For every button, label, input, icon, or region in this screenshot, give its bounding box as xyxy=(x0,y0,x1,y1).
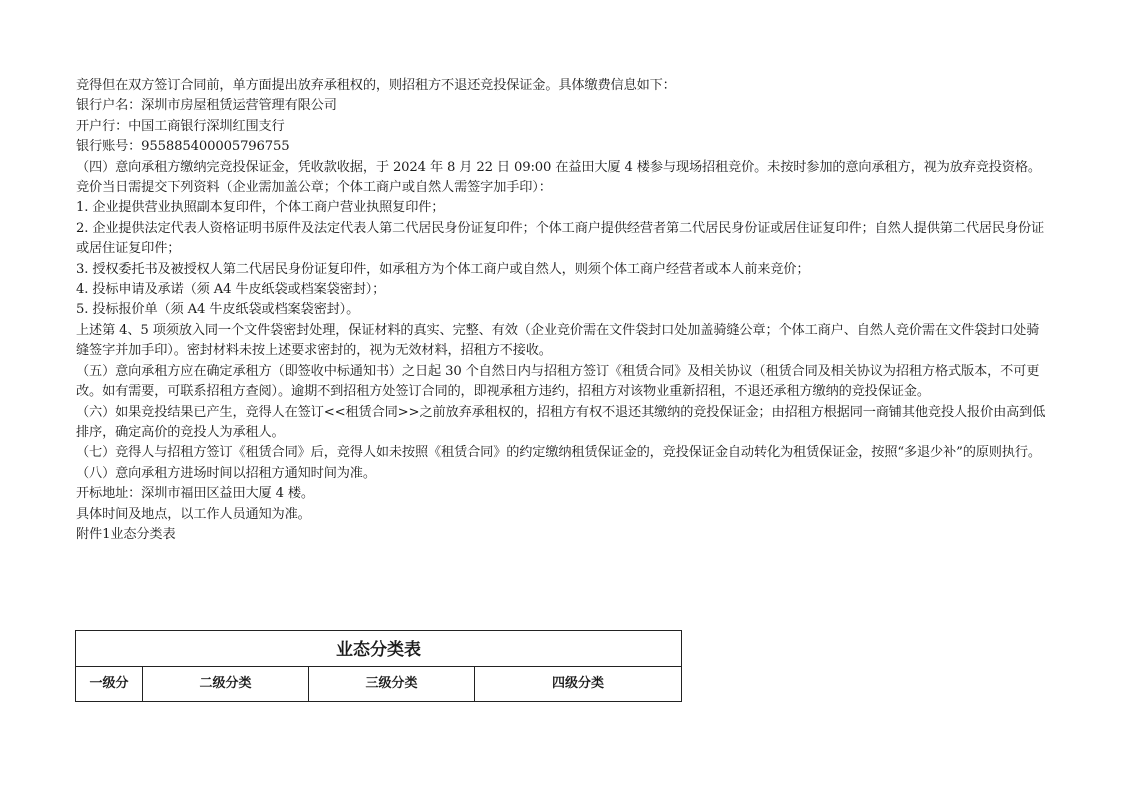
paragraph-section-6: （六）如果竞投结果已产生，竞得人在签订<<租赁合同>>之前放弃承租权的，招租方有权不退还其缴纳的竞投保证金；由招租方根据同一商铺其他竞投人报价由高到低排序，确定高价的竞投人为承租人。 xyxy=(76,404,1046,440)
paragraph-bank-account-name: 银行户名：深圳市房屋租赁运营管理有限公司 xyxy=(76,98,337,114)
paragraph-section-7: （七）竞得人与招租方签订《租赁合同》后，竞得人如未按照《租赁合同》的约定缴纳租赁保证金的，竞投保证金自动转化为租赁保证金，按照“多退少补”的原则执行。 xyxy=(76,445,1041,461)
list-item-4: 4. 投标申请及承诺（须 A4 牛皮纸袋或档案袋密封）； xyxy=(76,282,386,298)
paragraph-bank-branch: 开户行：中国工商银行深圳红围支行 xyxy=(76,118,285,134)
paragraph-section-8: （八）意向承租方进场时间以招租方通知时间为准。 xyxy=(76,465,376,481)
table-title-row xyxy=(76,631,682,667)
paragraph-section-5: （五）意向承租方应在确定承租方（即签收中标通知书）之日起 30 个自然日内与招租方签订《租赁合同》及相关协议（租赁合同及相关协议为招租方格式版本，不可更改。如有需要，可联系招租方查阅）。逾期不到招租方处签订合同的，即视承租方违约，招租方对该物业重新招租，不退还承租方缴纳的竞投保证金。 xyxy=(76,363,1040,400)
header-level-3: 三级分类 xyxy=(309,667,475,702)
list-item-1: 1. 企业提供营业执照副本复印件，个体工商户营业执照复印件； xyxy=(76,200,445,216)
paragraph-attachment-label: 附件1业态分类表 xyxy=(76,526,176,542)
paragraph-sealing-rules: 上述第 4、5 项须放入同一个文件袋密封处理，保证材料的真实、完整、有效（企业竞价需在文件袋封口处加盖骑缝公章；个体工商户、自然人竞价需在文件袋封口处骑缝签字并加手印）。密封材料未按上述要求密封的，视为无效材料，招租方不接收。 xyxy=(76,322,1040,359)
header-level-2: 二级分类 xyxy=(143,667,309,702)
body-text xyxy=(76,76,1052,545)
header-level-1: 一级分 xyxy=(76,667,143,702)
paragraph-time-location-note: 具体时间及地点，以工作人员通知为准。 xyxy=(76,506,311,522)
list-item-2: 2. 企业提供法定代表人资格证明书原件及法定代表人第二代居民身份证复印件；个体工商户提供经营者第二代居民身份证或居住证复印件；自然人提供第二代居民身份证或居住证复印件； xyxy=(76,220,1045,257)
paragraph-section-4: （四）意向承租方缴纳完竞投保证金，凭收款收据，于 2024 年 8 月 22 日 09:00 在益田大厦 4 楼参与现场招租竞价。未按时参加的意向承租方，视为放弃竞投资格。竞价当日需提交下列资料（企业需加盖公章；个体工商户或自然人需签字加手印）： xyxy=(76,159,1041,196)
category-table-wrapper xyxy=(75,630,681,702)
list-item-5: 5. 投标报价单（须 A4 牛皮纸袋或档案袋密封）。 xyxy=(76,302,360,318)
table-title: 业态分类表 xyxy=(76,631,682,667)
paragraph-bid-address: 开标地址：深圳市福田区益田大厦 4 楼。 xyxy=(76,486,314,502)
paragraph-bank-account-number: 银行账号：955885400005796755 xyxy=(76,139,290,155)
header-level-4: 四级分类 xyxy=(475,667,682,702)
table-header-row xyxy=(76,667,682,702)
list-item-3: 3. 授权委托书及被授权人第二代居民身份证复印件，如承租方为个体工商户或自然人，则须个体工商户经营者或本人前来竞价； xyxy=(76,261,810,277)
category-table xyxy=(75,630,682,702)
paragraph-deposit-forfeit: 竞得但在双方签订合同前，单方面提出放弃承租权的，则招租方不退还竞投保证金。具体缴费信息如下： xyxy=(76,78,676,93)
